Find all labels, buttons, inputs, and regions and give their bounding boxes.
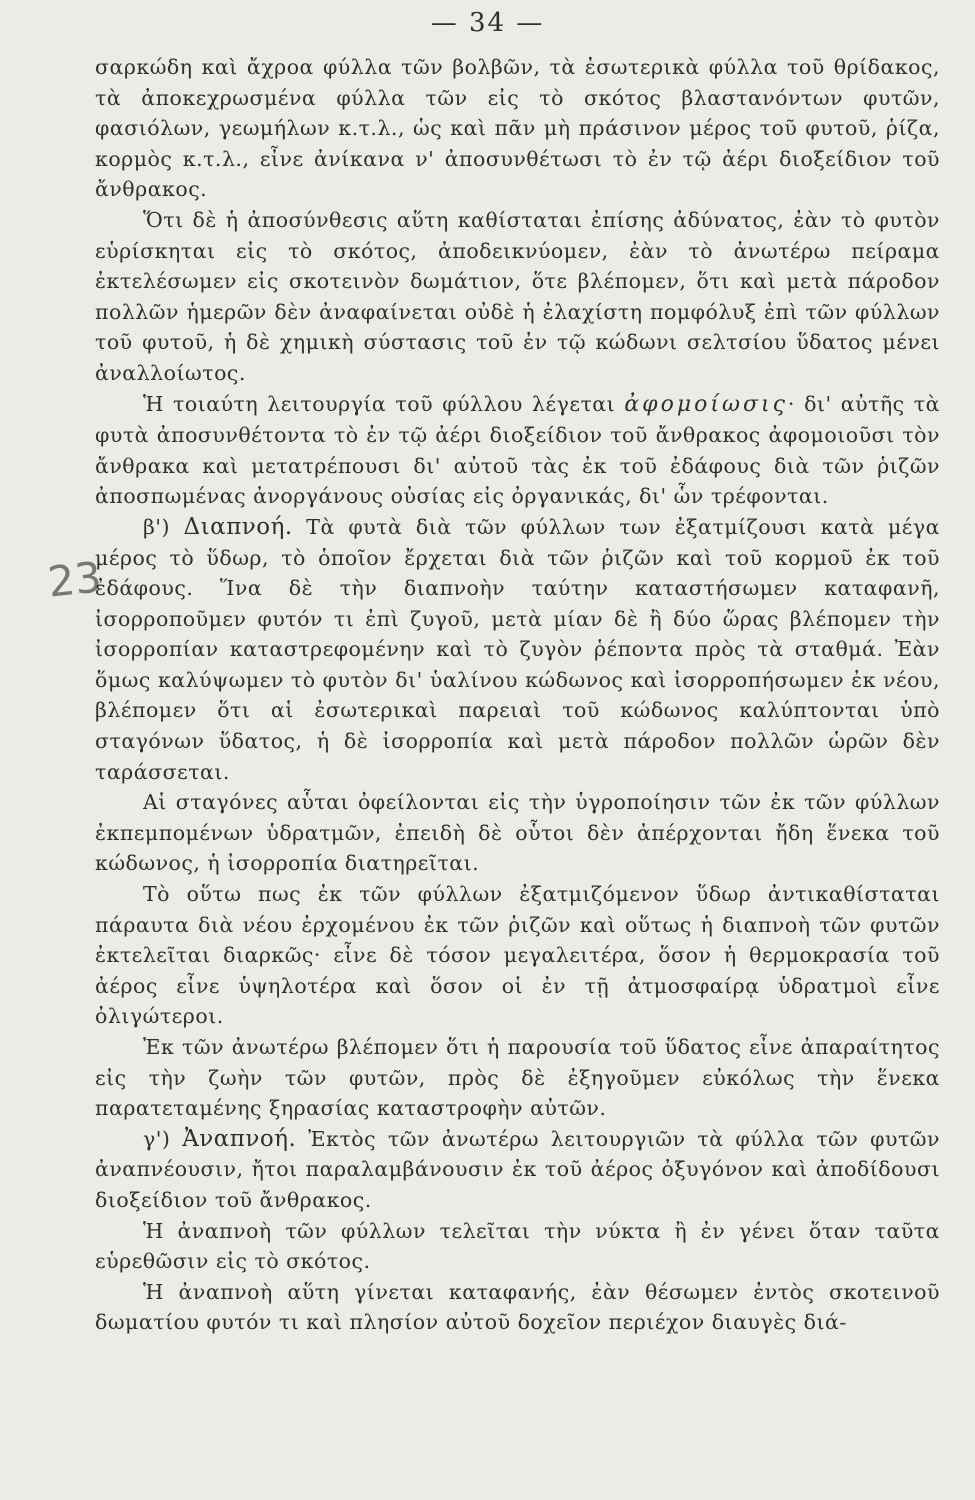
paragraph-7: Ἐκ τῶν ἀνωτέρω βλέπομεν ὅτι ἡ παρουσία τοῦ ὕδατος εἶνε ἀπαραίτητος εἰς τὴν ζωὴν τῶν φυτῶν, πρὸς δὲ ἐξηγοῦμεν εὐκόλως τὴν ἕνεκα παρατεταμένης ξηρασίας καταστροφὴν αὐτῶν. bbox=[95, 1035, 940, 1121]
section-label-b: β') bbox=[143, 514, 184, 539]
paragraph-1: σαρκώδη καὶ ἄχροα φύλλα τῶν βολβῶν, τὰ ἐσωτερικὰ φύλλα τοῦ θρίδακος, τὰ ἀποκεχρωσμένα φύλλα τῶν εἰς τὸ σκότος βλαστανόντων φυτῶν, φασιόλων, γεωμήλων κ.τ.λ., ὡς καὶ πᾶν μὴ πράσινον μέρος τοῦ φυτοῦ, ῥίζα, κορμὸς κ.τ.λ., εἶνε ἀνίκανα ν' ἀποσυνθέτωσι τὸ ἐν τῷ ἀέρι διοξείδιον τοῦ ἄνθρακος. bbox=[95, 55, 940, 202]
paragraph-4-post: Τὰ φυτὰ διὰ τῶν φύλλων των ἐξατμίζουσι κατὰ μέγα μέρος τὸ ὕδωρ, τὸ ὁποῖον ἔρχεται διὰ τῶν ῥιζῶν καὶ τοῦ κορμοῦ ἐκ τοῦ ἐδάφους. Ἵνα δὲ τὴν διαπνοὴν ταύτην καταστήσωμεν καταφανῆ, ἰσορροποῦμεν φυτόν τι ἐπὶ ζυγοῦ, μετὰ μίαν δὲ ἢ δύο ὥρας βλέπομεν τὴν ἰσορροπίαν καταστρεφομένην καὶ τὸ ζυγὸν ῥέποντα πρὸς τὰ σταθμά. Ἐὰν ὅμως καλύψωμεν τὸ φυτὸν δι' ὑαλίνου κώδωνος καὶ ἰσορροπήσωμεν ἐκ νέου, βλέπομεν ὅτι αἱ ἐσωτερικαὶ παρειαὶ τοῦ κώδωνος καλύπτονται ὑπὸ σταγόνων ὕδατος, ἡ δὲ ἰσορροπία καὶ μετὰ πάροδον πολλῶν ὡρῶν δὲν ταράσσεται. bbox=[95, 514, 940, 784]
paragraph-10: Ἡ ἀναπνοὴ αὕτη γίνεται καταφανής, ἐὰν θέσωμεν ἐντὸς σκοτεινοῦ δωματίου φυτόν τι καὶ πλησίον αὐτοῦ δοχεῖον περιέχον διαυγὲς διά- bbox=[95, 1279, 940, 1335]
paragraph-3 bbox=[95, 389, 940, 512]
paragraph-8 bbox=[95, 1124, 940, 1216]
paragraph-5: Αἱ σταγόνες αὗται ὀφείλονται εἰς τὴν ὑγροποίησιν τῶν ἐκ τῶν φύλλων ἐκπεμπομένων ὑδρατμῶν, ἐπειδὴ δὲ οὗτοι δὲν ἀπέρχονται ἤδη ἕνεκα τοῦ κώδωνος, ἡ ἰσορροπία διατηρεῖται. bbox=[95, 790, 940, 876]
heading-anapnoi: Ἀναπνοή. bbox=[182, 1125, 297, 1152]
page-number: — 34 — bbox=[430, 8, 545, 38]
paragraph-3-post: · δι' αὐτῆς τὰ φυτὰ ἀποσυνθέτοντα τὸ ἐν τῷ ἀέρι διοξείδιον τοῦ ἄνθρακος ἀφομοιοῦσι τὸν ἄνθρακα καὶ μετατρέπουσι δι' αὐτοῦ τὰς ἐκ τοῦ ἐδάφους διὰ τῶν ῥιζῶν ἀποσπωμένας ἀνοργάνους οὐσίας εἰς ὀργανικάς, δι' ὧν τρέφονται. bbox=[95, 391, 940, 509]
paragraph-8-post: Ἐκτὸς τῶν ἀνωτέρω λειτουργιῶν τὰ φύλλα τῶν φυτῶν ἀναπνέουσιν, ἤτοι παραλαμβάνουσιν ἐκ τοῦ ἀέρος ὀξυγόνον καὶ ἀποδίδουσι διοξείδιον τοῦ ἄνθρακος. bbox=[95, 1126, 940, 1212]
text-block bbox=[95, 52, 940, 1338]
paragraph-2: Ὅτι δὲ ἡ ἀποσύνθεσις αὕτη καθίσταται ἐπίσης ἀδύνατος, ἐὰν τὸ φυτὸν εὑρίσκηται εἰς τὸ σκότος, ἀποδεικνύομεν, ἐὰν τὸ ἀνωτέρω πείραμα ἐκτελέσωμεν εἰς σκοτεινὸν δωμάτιον, ὅτε βλέπομεν, ὅτι καὶ μετὰ πάροδον πολλῶν ἡμερῶν δὲν ἀναφαίνεται οὐδὲ ἡ ἐλαχίστη πομφόλυξ ἐπὶ τῶν φύλλων τοῦ φυτοῦ, ἡ δὲ χημικὴ σύστασις τοῦ ἐν τῷ κώδωνι σελτσίου ὕδατος μένει ἀναλλοίωτος. bbox=[95, 207, 940, 385]
paragraph-9: Ἡ ἀναπνοὴ τῶν φύλλων τελεῖται τὴν νύκτα ἢ ἐν γένει ὅταν ταῦτα εὑρεθῶσιν εἰς τὸ σκότος. bbox=[95, 1218, 940, 1274]
paragraph-6: Τὸ οὕτω πως ἐκ τῶν φύλλων ἐξατμιζόμενον ὕδωρ ἀντικαθίσταται πάραυτα διὰ νέου ἐρχομένου ἐκ τῶν ῥιζῶν καὶ οὕτως ἡ διαπνοὴ τῶν φυτῶν ἐκτελεῖται διαρκῶς· εἶνε δὲ τόσον μεγαλειτέρα, ὅσον ἡ θερμοκρασία τοῦ ἀέρος εἶνε ὑψηλοτέρα καὶ ὅσον οἱ ἐν τῇ ἀτμοσφαίρᾳ ὑδρατμοὶ εἶνε ὀλιγώτεροι. bbox=[95, 882, 940, 1029]
term-afomoiosis: ἀφομοίωσις bbox=[624, 391, 788, 417]
paragraph-4 bbox=[95, 512, 940, 787]
section-label-c: γ') bbox=[143, 1126, 183, 1151]
paragraph-3-pre: Ἡ τοιαύτη λειτουργία τοῦ φύλλου λέγεται bbox=[143, 391, 625, 416]
heading-diapnoi: Διαπνοή. bbox=[183, 513, 293, 540]
handwritten-margin-note: 23 bbox=[45, 552, 104, 607]
